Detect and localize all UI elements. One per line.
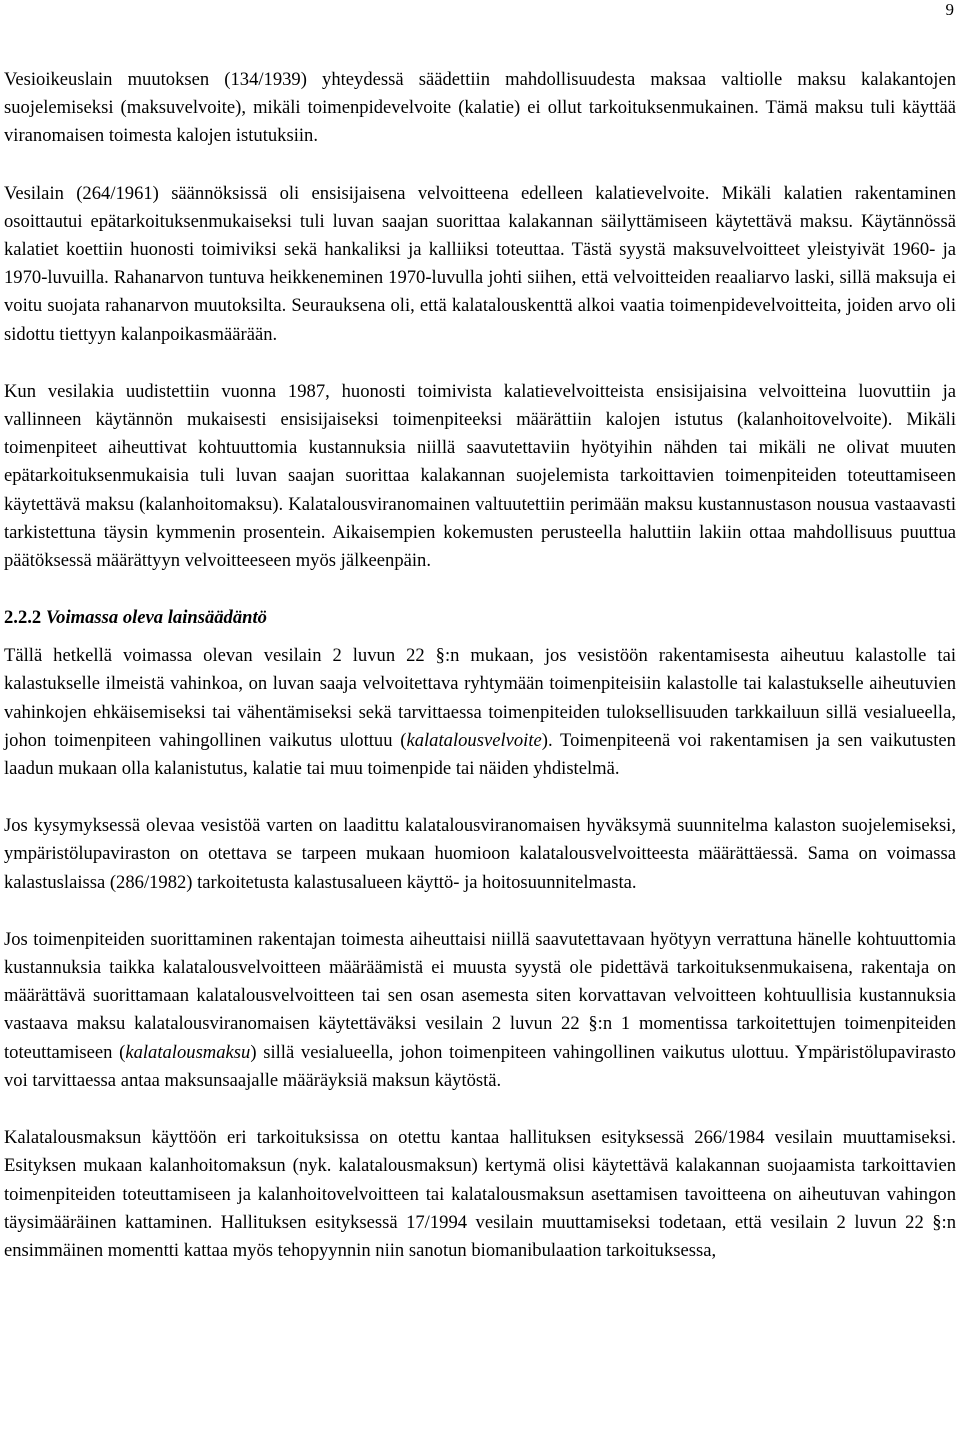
- section-heading: [4, 604, 956, 632]
- page-number: 9: [945, 0, 954, 19]
- paragraph-text: ) sillä vesialueella, johon toimenpiteen vahingollinen vaikutus ulottuu. Ympäristölupavirasto voi tarvittaessa antaa maksunsaajalle määräyksiä maksun käytöstä.: [4, 1041, 956, 1091]
- paragraph-vesilain-1961: Vesilain (264/1961) säännöksissä oli ensisijaisena velvoitteena edelleen kalatievelvoite. Mikäli kalatien rakentaminen osoittautui epätarkoituksenmukaiseksi tuli luvan saajan suorittaa kalakannan säilyttämiseen käytettävä maksu. Käytännössä kalatiet koettiin huonosti toimiviksi sekä hankaliksi ja kalliiksi toteuttaa. Tästä syystä maksuvelvoitteet yleistyivät 1960- ja 1970-luvuilla. Rahanarvon tuntuva heikkeneminen 1970-luvulla johti siihen, että velvoitteiden reaaliarvo laski, sillä maksuja ei voitu suojata rahanarvon muutoksilta. Seurauksena oli, että kalatalouskenttä alkoi vaatia toimenpidevelvoitteita, joiden arvo oli sidottu tiettyyn kalanpoikasmäärään.: [4, 182, 956, 345]
- paragraph-text: Tällä hetkellä voimassa olevan vesilain 2 luvun 22 §:n mukaan, jos vesistöön rakentamisesta aiheutuu kalastolle tai kalastukselle ilmeistä vahinkoa, on luvan saaja velvoitettava ryhtymään toimenpiteisiin kalastolle tai kalastukselle aiheutuvien vahinkojen ehkäisemiseksi tai vähentämiseksi sekä tarvittaessa toimenpiteiden tuloksellisuuden tarkkailuun sillä vesialueella, johon toimenpiteen vahingollinen vaikutus ulottuu (: [4, 645, 956, 751]
- paragraph-maksuvelvoite-history: Vesioikeuslain muutoksen (134/1939) yhteydessä säädettiin mahdollisuudesta maksaa valtiolle maksu kalakantojen suojelemiseksi (maksuvelvoite), mikäli toimenpidevelvoite (kalatie) ei ollut tarkoituksenmukainen. Tämä maksu tuli käyttää viranomaisen toimesta kalojen istutuksiin.: [4, 69, 956, 147]
- defined-term: kalatalousmaksu: [125, 1041, 251, 1063]
- document-body: [4, 66, 956, 1265]
- defined-term: kalatalousvelvoite: [406, 729, 542, 751]
- paragraph-suunnitelma: Jos kysymyksessä olevaa vesistöä varten on laadittu kalatalousviranomaisen hyväksymä suunnitelma kalaston suojelemiseksi, ympäristölupaviraston on otettava se tarpeen mukaan huomioon kalatalousvelvoitteesta määrättäessä. Sama on voimassa kalastuslaissa (286/1982) tarkoitetusta kalastusalueen käyttö- ja hoitosuunnitelmasta.: [4, 815, 956, 893]
- section-number: 2.2.2: [4, 607, 42, 629]
- paragraph-text: Jos toimenpiteiden suorittaminen rakentajan toimesta aiheuttaisi niillä saavutettavaan hyötyyn verrattuna hänelle kohtuuttomia kustannuksia taikka kalatalousvelvoitteen määräämistä ei muusta syystä ole pidettävä tarkoituksenmukaisena, rakentaja on määrättävä suorittamaan kalatalousvelvoitteen tai sen osan asemesta siten korvattavan velvoitteen kohtuullisia kustannuksia vastaava maksu kalatalousviranomaisen käytettäväksi vesilain 2 luvun 22 §:n 1 momentissa tarkoitettujen toimenpiteiden toteuttamiseen (: [4, 928, 956, 1063]
- paragraph-maksun-kaytto: Kalatalousmaksun käyttöön eri tarkoituksissa on otettu kantaa hallituksen esityksessä 266/1984 vesilain muuttamiseksi. Esityksen mukaan kalanhoitomaksun (nyk. kalatalousmaksun) kertymä olisi käytettävä kalakannan suojaamista tarkoittavien toimenpiteiden toteuttamiseen ja kalanhoitovelvoitteen tai kalatalousmaksun asettamisen tavoitteena on aiheutuvan vahingon täysimääräinen kattaminen. Hallituksen esityksessä 17/1994 vesilain muuttamiseksi todetaan, että vesilain 2 luvun 22 §:n ensimmäinen momentti kattaa myös tehopyynnin niin sanotun biomanibulaation tarkoituksessa,: [4, 1127, 956, 1261]
- paragraph-kalatalousvelvoite: [4, 642, 956, 783]
- paragraph-text: ). Toimenpiteenä voi rakentamisen ja sen vaikutusten laadun mukaan olla kalanistutus, kalatie tai muu toimenpide tai näiden yhdistelmä.: [4, 729, 956, 780]
- paragraph-vesilain-uudistus-1987: Kun vesilakia uudistettiin vuonna 1987, huonosti toimivista kalatievelvoitteista ensisijaisina velvoitteina luovuttiin ja vallinneen käytännön mukaisesti ensisijaiseksi toimenpiteeksi määrättiin kalojen istutus (kalanhoitovelvoite). Mikäli toimenpiteet aiheuttivat kohtuuttomia kustannuksia niillä saavutettaviin hyötyihin nähden tai mikäli ne olivat muuten epätarkoituksenmukaisia tuli luvan saajan suorittaa kalakannan suojelemista tarkoittavien toimenpiteiden toteuttamiseen käytettävä maksu (kalanhoitomaksu). Kalatalousviranomainen valtuutettiin perimään maksu kustannustason nousua vastaavasti tarkistettuna täysin kymmenin prosentein. Aikaisempien kokemusten perusteella haluttiin lakiin ottaa mahdollisuus puuttua päätöksessä määrättyyn velvoitteeseen myös jälkeenpäin.: [4, 380, 956, 572]
- section-title: Voimassa oleva lainsäädäntö: [45, 607, 267, 629]
- paragraph-kalatalousmaksu: [4, 926, 956, 1095]
